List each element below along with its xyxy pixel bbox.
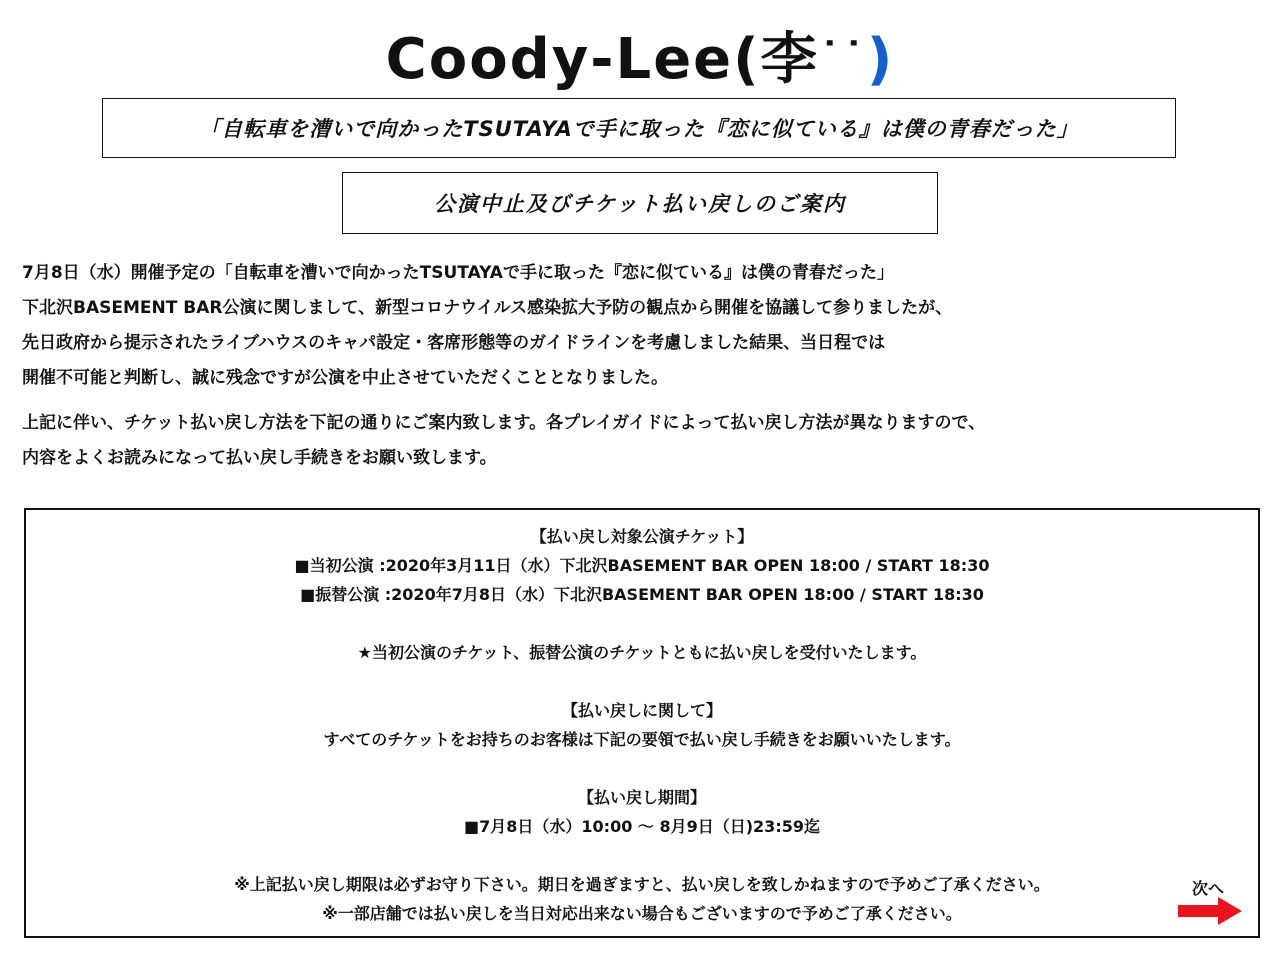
event-title-box	[102, 98, 1176, 158]
body-line: 先日政府から提示されたライブハウスのキャパ設定・客席形態等のガイドラインを考慮しました結果、当日程では	[22, 333, 886, 353]
refund-heading: 【払い戻しに関して】	[561, 701, 722, 720]
logo-wordmark: Coody-Lee(李	[385, 27, 819, 92]
right-arrow-icon[interactable]	[1178, 896, 1244, 926]
site-logo	[0, 26, 1280, 94]
body-line: 下北沢BASEMENT BAR公演に関しまして、新型コロナウイルス感染拡大予防の観点から開催を協議して参りましたが、	[22, 298, 953, 318]
period-heading: 【払い戻し期間】	[577, 788, 706, 807]
accept-note: ★当初公演のチケット、振替公演のチケットともに払い戻しを受付いたします。	[357, 643, 927, 662]
body-line: 開催不可能と判断し、誠に残念ですが公演を中止させていただくこととなりました。	[22, 368, 668, 388]
spacer	[26, 754, 1258, 783]
event-title: 「自転車を漕いで向かったTSUTAYAで手に取った『恋に似ている』は僕の青春だった」	[199, 117, 1079, 141]
tickets-heading: 【払い戻し対象公演チケット】	[530, 527, 754, 546]
next-page-link[interactable]	[1176, 876, 1246, 928]
spacer	[26, 667, 1258, 696]
refund-period: ■7月8日（水）10:00 ～ 8月9日（日)23:59迄	[464, 817, 820, 836]
body-line: 上記に伴い、チケット払い戻し方法を下記の通りにご案内致します。各プレイガイドによって払い戻し方法が異なりますので、	[22, 413, 986, 433]
notice-heading-box	[342, 172, 938, 234]
announcement-body	[22, 256, 1267, 476]
spacer	[26, 609, 1258, 638]
spacer	[26, 841, 1258, 870]
body-line: 7月8日（水）開催予定の「自転車を漕いで向かったTSUTAYAで手に取った『恋に似ている』は僕の青春だった」	[22, 263, 894, 283]
original-show-info: ■当初公演 :2020年3月11日（水）下北沢BASEMENT BAR OPEN 18:00 / START 18:30	[294, 556, 990, 575]
rescheduled-show-info: ■振替公演 :2020年7月8日（水）下北沢BASEMENT BAR OPEN 18:00 / START 18:30	[300, 585, 984, 604]
logo-face-icon: ˙˙	[818, 34, 867, 85]
deadline-note: ※上記払い戻し期限は必ずお守り下さい。期日を過ぎますと、払い戻しを致しかねますので予めご了承ください。	[234, 875, 1050, 894]
logo-close-paren: )	[866, 27, 895, 92]
notice-heading: 公演中止及びチケット払い戻しのご案内	[433, 192, 847, 216]
refund-info-box	[24, 508, 1260, 938]
body-line: 内容をよくお読みになって払い戻し手続きをお願い致します。	[22, 448, 497, 468]
store-note: ※一部店舗では払い戻しを当日対応出来ない場合もございますので予めご了承ください。	[322, 904, 962, 923]
next-label[interactable]: 次へ	[1192, 879, 1225, 898]
refund-text: すべてのチケットをお持ちのお客様は下記の要領で払い戻し手続きをお願いいたします。	[323, 730, 961, 749]
